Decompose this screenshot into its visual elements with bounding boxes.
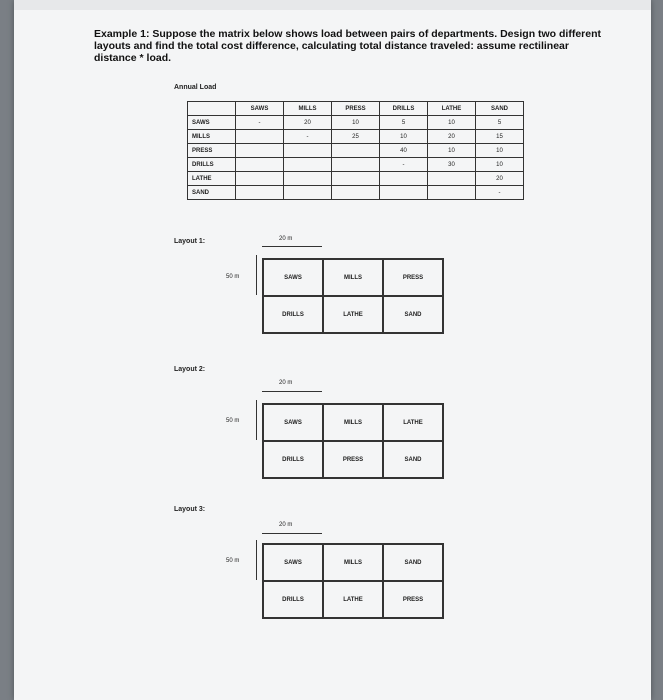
table-row — [188, 116, 524, 130]
layout-3-height-label: 50 m — [226, 558, 240, 564]
layout-cell: LATHE — [323, 296, 383, 333]
table-cell — [380, 186, 428, 200]
table-cell: 30 — [428, 158, 476, 172]
layout-3-label: Layout 3: — [174, 506, 206, 513]
table-cell — [236, 186, 284, 200]
problem-statement: Example 1: Suppose the matrix below shows load between pairs of departments. Design two different layouts and find the total cost difference, calculating total distance traveled: assume rectilinear distance * load. — [94, 28, 602, 64]
layout-2-width-label: 20 m — [279, 380, 293, 386]
layout-cell: SAND — [383, 296, 443, 333]
table-cell: 10 — [476, 144, 524, 158]
table-cell: 10 — [476, 158, 524, 172]
layout-cell: PRESS — [383, 259, 443, 296]
row-header: DRILLS — [188, 158, 236, 172]
table-cell: 20 — [284, 116, 332, 130]
table-cell — [380, 172, 428, 186]
layout-cell: SAND — [383, 441, 443, 478]
col-header: SAND — [476, 102, 524, 116]
table-cell: 5 — [476, 116, 524, 130]
layout-1-label: Layout 1: — [174, 238, 206, 245]
table-cell: 15 — [476, 130, 524, 144]
layout-cell: DRILLS — [263, 581, 323, 618]
layout-3-width-label: 20 m — [279, 522, 293, 528]
layout-cell: MILLS — [323, 259, 383, 296]
table-row — [188, 144, 524, 158]
layout-3-width-arrow — [262, 533, 322, 534]
layout-cell: SAND — [383, 544, 443, 581]
layout-cell: LATHE — [323, 581, 383, 618]
layout-2-height-arrow — [256, 400, 257, 440]
table-row — [188, 158, 524, 172]
table-cell — [332, 172, 380, 186]
table-cell: 10 — [428, 144, 476, 158]
row-header: LATHE — [188, 172, 236, 186]
col-header: DRILLS — [380, 102, 428, 116]
table-cell — [284, 172, 332, 186]
table-cell: - — [476, 186, 524, 200]
table-cell — [284, 158, 332, 172]
document-page — [14, 0, 651, 700]
table-row — [188, 186, 524, 200]
layout-1-width-arrow — [262, 246, 322, 247]
table-row — [188, 172, 524, 186]
table-cell: 20 — [476, 172, 524, 186]
table-cell — [284, 186, 332, 200]
layout-2-height-label: 50 m — [226, 418, 240, 424]
col-header: MILLS — [284, 102, 332, 116]
table-row — [188, 130, 524, 144]
table-cell — [284, 144, 332, 158]
layout-1-width-label: 20 m — [279, 236, 293, 242]
table-cell — [332, 158, 380, 172]
row-header: SAWS — [188, 116, 236, 130]
layout-cell: MILLS — [323, 404, 383, 441]
layout-cell: SAWS — [263, 544, 323, 581]
layout-cell: DRILLS — [263, 296, 323, 333]
header-strip — [14, 0, 651, 10]
table-cell: 10 — [428, 116, 476, 130]
layout-1-grid — [262, 258, 444, 334]
layout-cell: MILLS — [323, 544, 383, 581]
layout-cell: PRESS — [383, 581, 443, 618]
layout-2-grid — [262, 403, 444, 479]
layout-2-label: Layout 2: — [174, 366, 206, 373]
layout-cell: LATHE — [383, 404, 443, 441]
layout-cell: SAWS — [263, 259, 323, 296]
col-header: PRESS — [332, 102, 380, 116]
table-cell — [332, 144, 380, 158]
table-cell — [236, 144, 284, 158]
row-header: MILLS — [188, 130, 236, 144]
row-header: SAND — [188, 186, 236, 200]
layout-cell: DRILLS — [263, 441, 323, 478]
layout-cell: PRESS — [323, 441, 383, 478]
table-cell: 20 — [428, 130, 476, 144]
table-cell — [236, 158, 284, 172]
col-header: LATHE — [428, 102, 476, 116]
table-cell: 10 — [332, 116, 380, 130]
layout-2-width-arrow — [262, 391, 322, 392]
layout-1-height-label: 50 m — [226, 274, 240, 280]
corner-cell — [188, 102, 236, 116]
layout-3-height-arrow — [256, 540, 257, 580]
layout-cell: SAWS — [263, 404, 323, 441]
table-cell — [332, 186, 380, 200]
table-cell — [428, 186, 476, 200]
table-title: Annual Load — [174, 84, 217, 91]
load-matrix — [187, 101, 524, 200]
table-cell — [428, 172, 476, 186]
table-cell: - — [236, 116, 284, 130]
table-cell: 25 — [332, 130, 380, 144]
table-cell: 5 — [380, 116, 428, 130]
table-header-row — [188, 102, 524, 116]
table-cell: 40 — [380, 144, 428, 158]
row-header: PRESS — [188, 144, 236, 158]
layout-3-grid — [262, 543, 444, 619]
col-header: SAWS — [236, 102, 284, 116]
layout-1-height-arrow — [256, 255, 257, 295]
table-cell: 10 — [380, 130, 428, 144]
table-cell — [236, 172, 284, 186]
table-cell: - — [284, 130, 332, 144]
table-cell: - — [380, 158, 428, 172]
table-cell — [236, 130, 284, 144]
